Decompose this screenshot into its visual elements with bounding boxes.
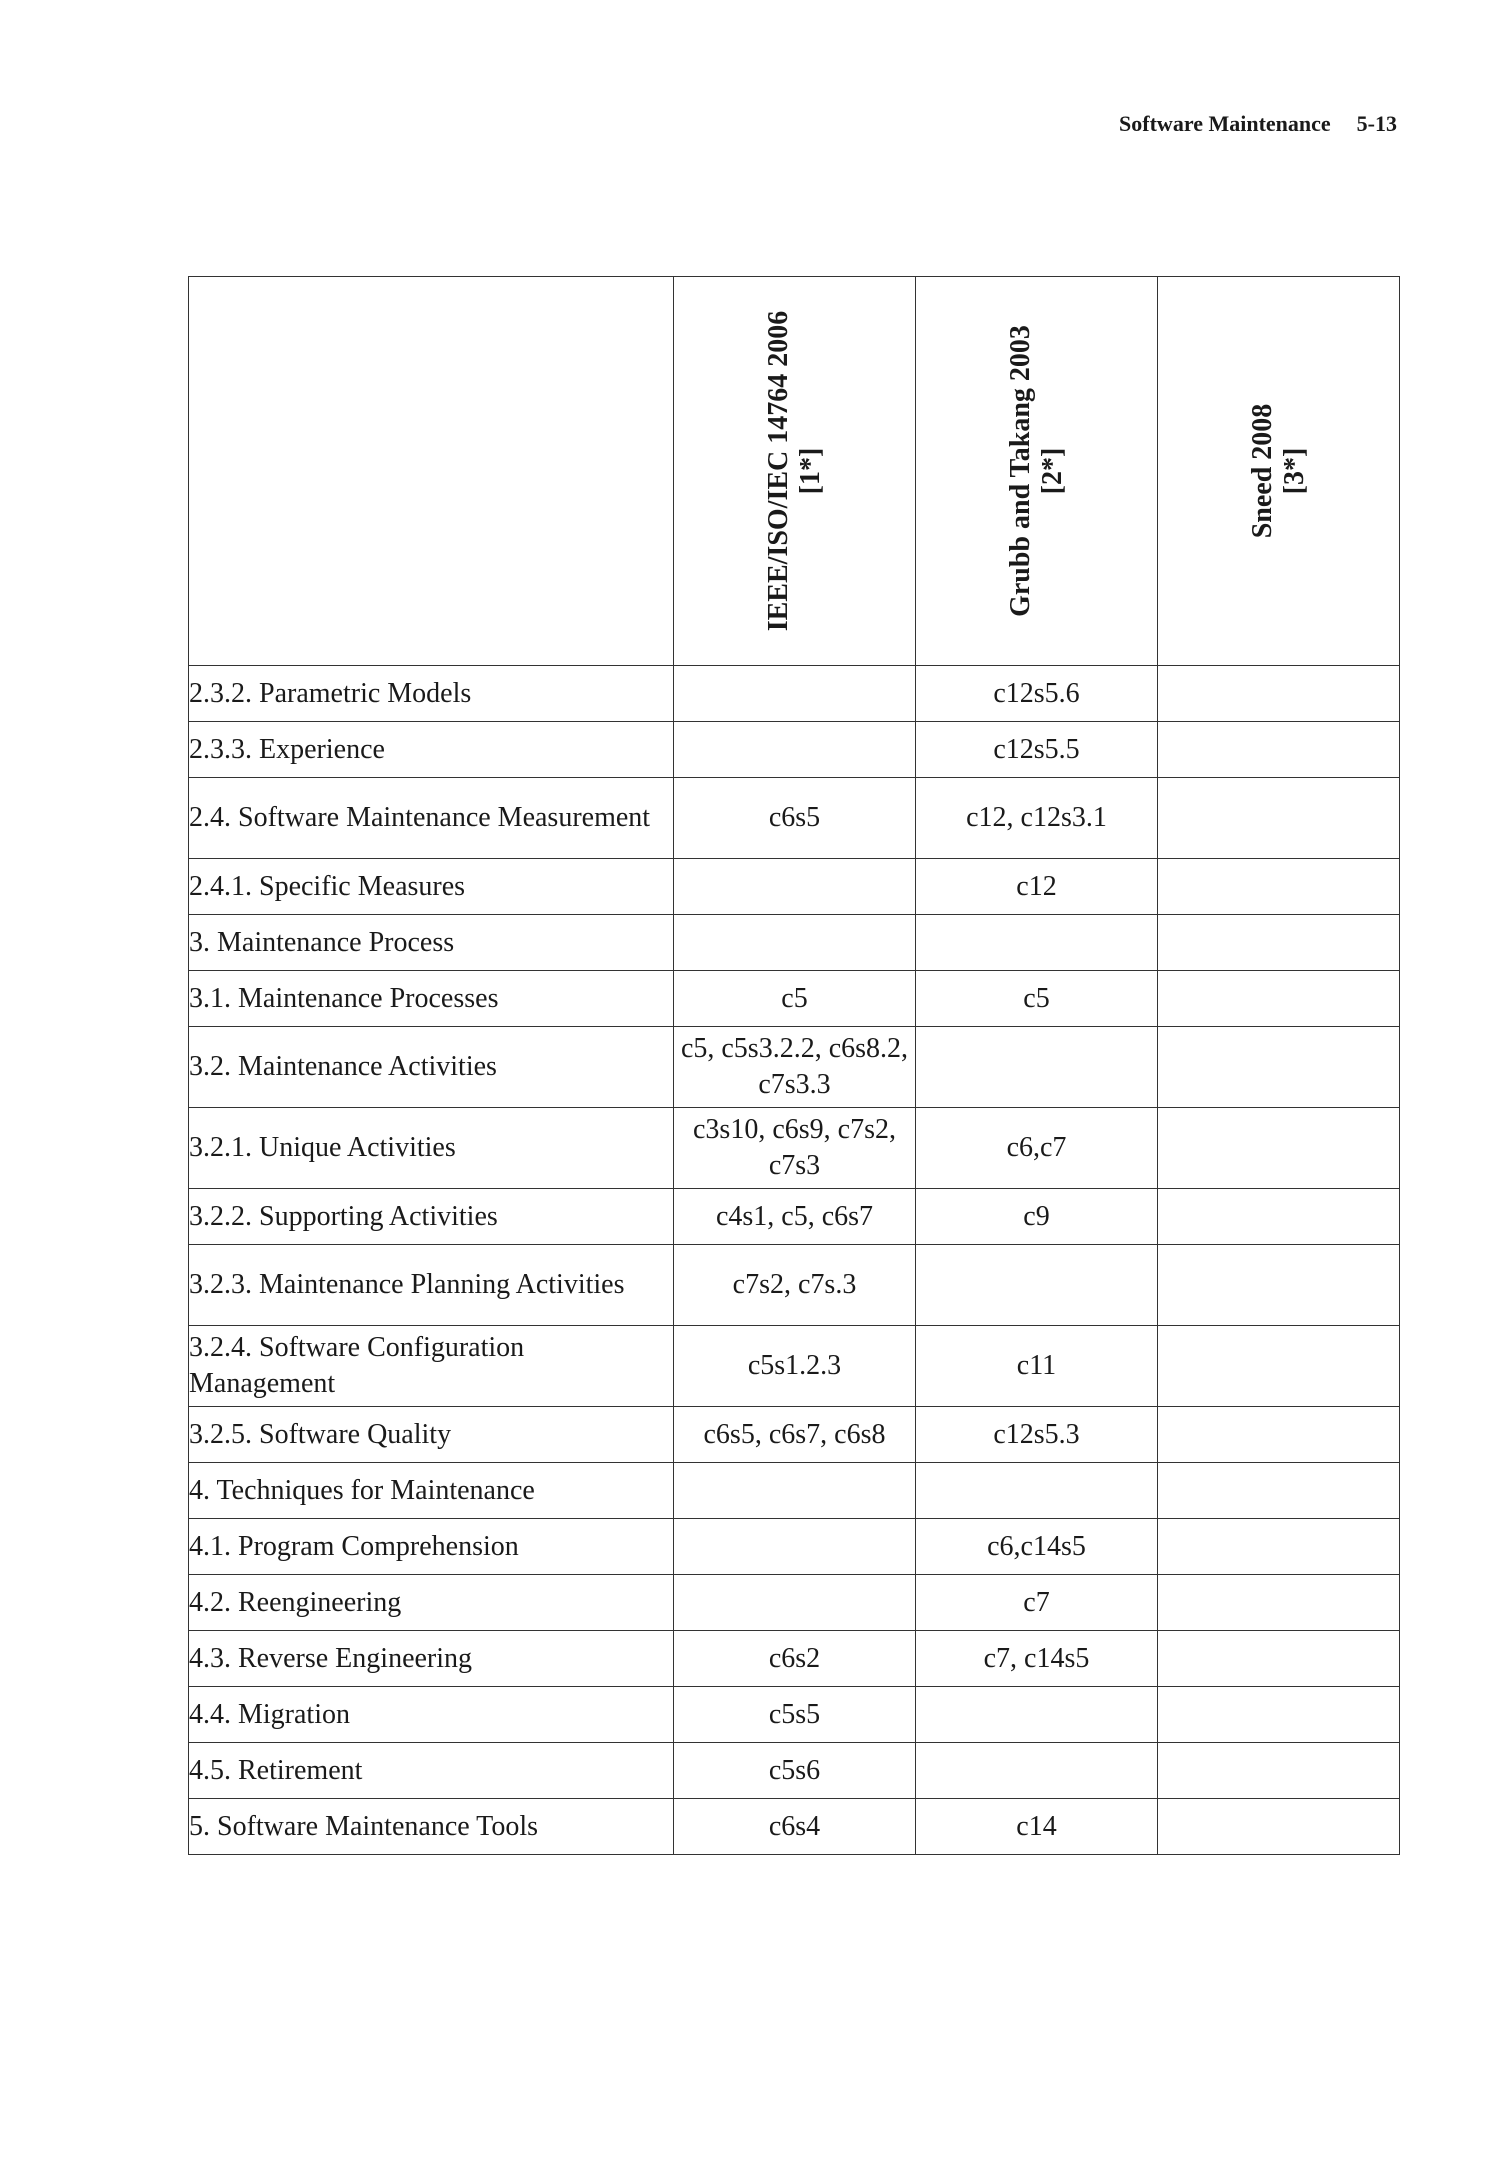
topic-cell: 4.5. Retirement: [189, 1743, 674, 1799]
running-header: [1119, 111, 1397, 137]
ieee-cell: [674, 859, 916, 915]
sneed-cell: [1158, 1189, 1400, 1245]
grubb-cell: c7, c14s5: [916, 1631, 1158, 1687]
table-row: [189, 1027, 1400, 1108]
topic-cell: 3.2.5. Software Quality: [189, 1407, 674, 1463]
topic-cell: 3.2.1. Unique Activities: [189, 1108, 674, 1189]
column-header-grubb-ref: [2*]: [1036, 447, 1068, 495]
ieee-cell: c5s5: [674, 1687, 916, 1743]
sneed-cell: [1158, 1687, 1400, 1743]
table-row: [189, 1687, 1400, 1743]
sneed-cell: [1158, 1463, 1400, 1519]
table-row: [189, 1575, 1400, 1631]
ieee-cell: [674, 722, 916, 778]
ieee-cell: [674, 1575, 916, 1631]
sneed-cell: [1158, 778, 1400, 859]
column-header-sneed-ref: [3*]: [1278, 447, 1310, 495]
table-row: [189, 1407, 1400, 1463]
table-row: [189, 1189, 1400, 1245]
ieee-cell: c6s4: [674, 1799, 916, 1855]
table-row: [189, 971, 1400, 1027]
topic-cell: 2.4.1. Specific Measures: [189, 859, 674, 915]
grubb-cell: c5: [916, 971, 1158, 1027]
topic-cell: 4. Techniques for Maintenance: [189, 1463, 674, 1519]
grubb-cell: c12: [916, 859, 1158, 915]
ieee-cell: c5: [674, 971, 916, 1027]
topic-cell: 3.1. Maintenance Processes: [189, 971, 674, 1027]
sneed-cell: [1158, 859, 1400, 915]
sneed-cell: [1158, 666, 1400, 722]
sneed-cell: [1158, 1027, 1400, 1108]
topic-cell: 3. Maintenance Process: [189, 915, 674, 971]
topic-cell: 2.4. Software Maintenance Measurement: [189, 778, 674, 859]
table-row: [189, 722, 1400, 778]
topic-cell: 3.2.3. Maintenance Planning Activities: [189, 1245, 674, 1326]
ieee-cell: [674, 915, 916, 971]
table-row: [189, 778, 1400, 859]
topic-cell: 4.1. Program Comprehension: [189, 1519, 674, 1575]
grubb-cell: [916, 1245, 1158, 1326]
grubb-cell: [916, 915, 1158, 971]
column-header-sneed-title: Sneed 2008: [1246, 403, 1278, 539]
sneed-cell: [1158, 915, 1400, 971]
page-number: 5-13: [1356, 111, 1397, 136]
topic-cell: 4.3. Reverse Engineering: [189, 1631, 674, 1687]
grubb-cell: c12, c12s3.1: [916, 778, 1158, 859]
sneed-cell: [1158, 1631, 1400, 1687]
table-row: [189, 915, 1400, 971]
column-header-sneed: [1158, 277, 1400, 666]
topic-cell: 5. Software Maintenance Tools: [189, 1799, 674, 1855]
topic-cell: 3.2.4. Software Configuration Management: [189, 1326, 674, 1407]
ieee-cell: c5, c5s3.2.2, c6s8.2, c7s3.3: [674, 1027, 916, 1108]
sneed-cell: [1158, 971, 1400, 1027]
column-header-grubb: [916, 277, 1158, 666]
grubb-cell: c12s5.5: [916, 722, 1158, 778]
table-row: [189, 859, 1400, 915]
ieee-cell: c4s1, c5, c6s7: [674, 1189, 916, 1245]
grubb-cell: c6,c7: [916, 1108, 1158, 1189]
ieee-cell: c6s5: [674, 778, 916, 859]
reference-matrix-table: [188, 276, 1400, 1855]
grubb-cell: c12s5.3: [916, 1407, 1158, 1463]
sneed-cell: [1158, 1108, 1400, 1189]
sneed-cell: [1158, 1407, 1400, 1463]
grubb-cell: [916, 1743, 1158, 1799]
grubb-cell: c6,c14s5: [916, 1519, 1158, 1575]
sneed-cell: [1158, 722, 1400, 778]
grubb-cell: [916, 1463, 1158, 1519]
ieee-cell: c6s2: [674, 1631, 916, 1687]
grubb-cell: c14: [916, 1799, 1158, 1855]
table-row: [189, 1519, 1400, 1575]
topic-cell: 2.3.3. Experience: [189, 722, 674, 778]
sneed-cell: [1158, 1245, 1400, 1326]
ieee-cell: [674, 1519, 916, 1575]
column-header-ieee-title: IEEE/ISO/IEC 14764 2006: [762, 310, 794, 632]
topic-cell: 3.2.2. Supporting Activities: [189, 1189, 674, 1245]
table-row: [189, 1245, 1400, 1326]
ieee-cell: [674, 1463, 916, 1519]
grubb-cell: c11: [916, 1326, 1158, 1407]
table-row: [189, 1799, 1400, 1855]
topic-cell: 2.3.2. Parametric Models: [189, 666, 674, 722]
ieee-cell: [674, 666, 916, 722]
topic-header-cell: [189, 277, 674, 666]
ieee-cell: c6s5, c6s7, c6s8: [674, 1407, 916, 1463]
sneed-cell: [1158, 1743, 1400, 1799]
ieee-cell: c7s2, c7s.3: [674, 1245, 916, 1326]
column-header-grubb-title: Grubb and Takang 2003: [1004, 325, 1036, 617]
ieee-cell: c3s10, c6s9, c7s2, c7s3: [674, 1108, 916, 1189]
ieee-cell: c5s6: [674, 1743, 916, 1799]
table-row: [189, 1463, 1400, 1519]
table-row: [189, 1326, 1400, 1407]
sneed-cell: [1158, 1326, 1400, 1407]
table-row: [189, 1631, 1400, 1687]
table-row: [189, 666, 1400, 722]
section-title: Software Maintenance: [1119, 111, 1331, 136]
ieee-cell: c5s1.2.3: [674, 1326, 916, 1407]
grubb-cell: [916, 1027, 1158, 1108]
topic-cell: 3.2. Maintenance Activities: [189, 1027, 674, 1108]
column-header-ieee-ref: [1*]: [794, 447, 826, 495]
grubb-cell: c9: [916, 1189, 1158, 1245]
sneed-cell: [1158, 1575, 1400, 1631]
grubb-cell: c7: [916, 1575, 1158, 1631]
grubb-cell: [916, 1687, 1158, 1743]
column-header-ieee: [674, 277, 916, 666]
table-row: [189, 1743, 1400, 1799]
topic-cell: 4.4. Migration: [189, 1687, 674, 1743]
table-row: [189, 1108, 1400, 1189]
table-header-row: [189, 277, 1400, 666]
topic-cell: 4.2. Reengineering: [189, 1575, 674, 1631]
grubb-cell: c12s5.6: [916, 666, 1158, 722]
sneed-cell: [1158, 1519, 1400, 1575]
sneed-cell: [1158, 1799, 1400, 1855]
